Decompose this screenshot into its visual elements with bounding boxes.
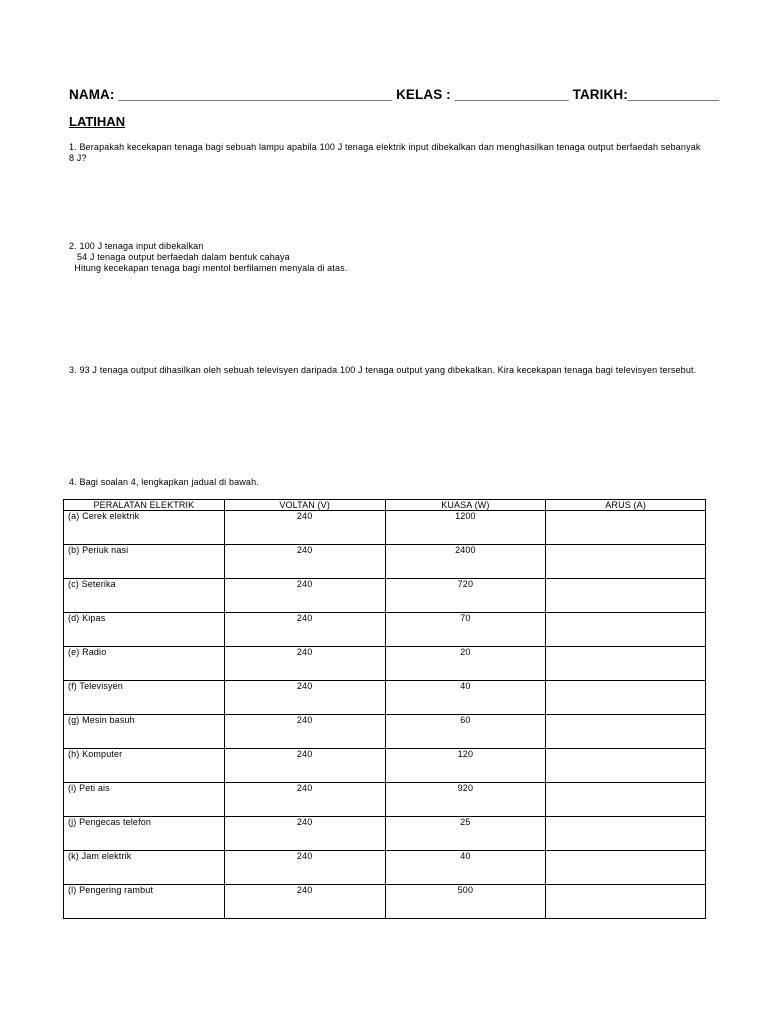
cell-appliance: (i) Peti ais <box>64 783 225 817</box>
question-3 <box>69 365 702 376</box>
cell-current-answer[interactable] <box>546 681 706 715</box>
cell-power: 2400 <box>385 545 546 579</box>
cell-current-answer[interactable] <box>546 511 706 545</box>
question-4-text: 4. Bagi soalan 4, lengkapkan jadual di bawah. <box>69 477 259 487</box>
cell-voltage: 240 <box>224 579 385 613</box>
cell-current-answer[interactable] <box>546 647 706 681</box>
cell-current-answer[interactable] <box>546 885 706 919</box>
table-row <box>64 817 706 851</box>
cell-power: 25 <box>385 817 546 851</box>
cell-appliance: (b) Periuk nasi <box>64 545 225 579</box>
cell-voltage: 240 <box>224 545 385 579</box>
cell-power: 20 <box>385 647 546 681</box>
table-row <box>64 715 706 749</box>
header-voltage: VOLTAN (V) <box>224 500 385 511</box>
cell-voltage: 240 <box>224 783 385 817</box>
header-fields-line: NAMA: ____________________________________ KELAS : _______________ TARIKH:____________ <box>69 87 720 102</box>
table-header-row <box>64 500 706 511</box>
cell-appliance: (a) Cerek elektrik <box>64 511 225 545</box>
cell-current-answer[interactable] <box>546 545 706 579</box>
question-1-text: 1. Berapakah kecekapan tenaga bagi sebuah lampu apabila 100 J tenaga elektrik input dibekalkan dan menghasilkan tenaga output berfaedah sebanyak 8 J? <box>69 142 701 163</box>
cell-voltage: 240 <box>224 681 385 715</box>
cell-power: 40 <box>385 681 546 715</box>
table-row <box>64 851 706 885</box>
cell-appliance: (d) Kipas <box>64 613 225 647</box>
cell-power: 70 <box>385 613 546 647</box>
section-title: LATIHAN <box>69 114 126 129</box>
cell-current-answer[interactable] <box>546 817 706 851</box>
cell-voltage: 240 <box>224 851 385 885</box>
header-power: KUASA (W) <box>385 500 546 511</box>
cell-current-answer[interactable] <box>546 579 706 613</box>
cell-appliance: (l) Pengering rambut <box>64 885 225 919</box>
cell-appliance: (k) Jam elektrik <box>64 851 225 885</box>
question-2-line-1: 2. 100 J tenaga input dibekalkan <box>69 241 204 251</box>
question-2 <box>69 241 702 274</box>
header-current: ARUS (A) <box>546 500 706 511</box>
question-4 <box>69 477 702 488</box>
cell-voltage: 240 <box>224 715 385 749</box>
cell-voltage: 240 <box>224 647 385 681</box>
cell-current-answer[interactable] <box>546 715 706 749</box>
question-3-text: 3. 93 J tenaga output dihasilkan oleh sebuah televisyen daripada 100 J tenaga output yang dibekalkan. Kira kecekapan tenaga bagi televisyen tersebut. <box>69 365 697 375</box>
cell-power: 120 <box>385 749 546 783</box>
cell-power: 60 <box>385 715 546 749</box>
cell-voltage: 240 <box>224 613 385 647</box>
table-row <box>64 613 706 647</box>
cell-power: 1200 <box>385 511 546 545</box>
table-row <box>64 885 706 919</box>
cell-current-answer[interactable] <box>546 851 706 885</box>
table-row <box>64 681 706 715</box>
table-row <box>64 545 706 579</box>
table-row <box>64 579 706 613</box>
cell-voltage: 240 <box>224 885 385 919</box>
cell-appliance: (c) Seterika <box>64 579 225 613</box>
cell-voltage: 240 <box>224 511 385 545</box>
cell-voltage: 240 <box>224 749 385 783</box>
cell-appliance: (f) Televisyen <box>64 681 225 715</box>
cell-current-answer[interactable] <box>546 783 706 817</box>
table-row <box>64 511 706 545</box>
table-row <box>64 647 706 681</box>
table-row <box>64 749 706 783</box>
cell-voltage: 240 <box>224 817 385 851</box>
cell-power: 920 <box>385 783 546 817</box>
table-row <box>64 783 706 817</box>
cell-appliance: (h) Komputer <box>64 749 225 783</box>
question-2-line-3: Hitung kecekapan tenaga bagi mentol berfilamen menyala di atas. <box>69 263 348 273</box>
question-1 <box>69 142 702 164</box>
cell-power: 500 <box>385 885 546 919</box>
cell-appliance: (g) Mesin basuh <box>64 715 225 749</box>
cell-current-answer[interactable] <box>546 749 706 783</box>
question-2-line-2: 54 J tenaga output berfaedah dalam bentuk cahaya <box>69 252 290 262</box>
cell-appliance: (j) Pengecas telefon <box>64 817 225 851</box>
appliance-table <box>63 499 706 919</box>
cell-power: 40 <box>385 851 546 885</box>
header-appliance: PERALATAN ELEKTRIK <box>64 500 225 511</box>
cell-appliance: (e) Radio <box>64 647 225 681</box>
cell-power: 720 <box>385 579 546 613</box>
cell-current-answer[interactable] <box>546 613 706 647</box>
